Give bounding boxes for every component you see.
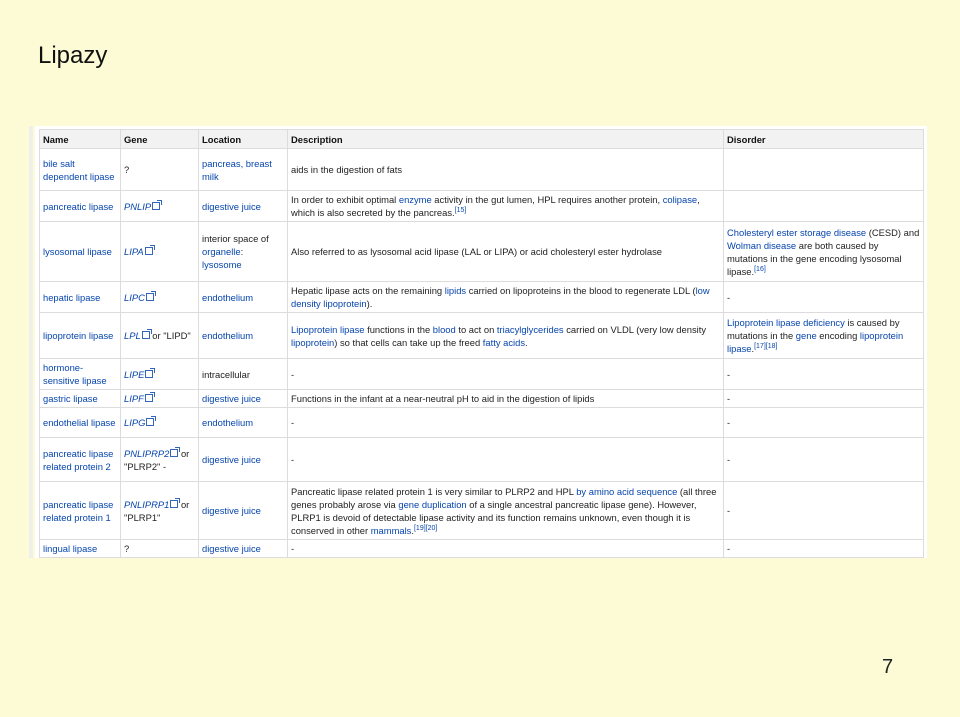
description-cell — [288, 313, 724, 359]
gene-alias: or "LIPD" — [149, 330, 191, 341]
lipoprotein-lipase-link[interactable]: lipoprotein lipase — [727, 330, 904, 354]
lipase-name-link[interactable]: pancreatic lipase — [43, 200, 114, 212]
table-row — [40, 482, 924, 540]
ldl-link[interactable]: low density lipoprotein — [291, 285, 710, 309]
description-text: carried on VLDL (very low density — [563, 323, 707, 335]
description-text: ). — [366, 298, 373, 309]
lipase-table — [39, 129, 924, 558]
location-link[interactable]: endothelium — [202, 291, 254, 303]
table-row — [40, 438, 924, 482]
cesd-link[interactable]: Cholesteryl ester storage disease — [727, 226, 867, 238]
description-text: In order to exhibit optimal — [291, 194, 399, 205]
description-text: Hepatic lipase acts on the remaining — [291, 285, 445, 296]
triacylglycerides-link[interactable]: triacylglycerides — [496, 323, 564, 335]
disorder-text: is caused by mutations in the — [727, 317, 900, 341]
header-gene: Gene — [121, 130, 199, 149]
gene-link[interactable]: PNLIPRP1 — [124, 498, 170, 510]
lipase-name-link[interactable]: lysosomal lipase — [43, 246, 112, 257]
gene-link[interactable]: LIPC — [124, 291, 145, 303]
location-text: : — [240, 246, 244, 257]
disorder-text: encoding — [816, 330, 860, 341]
external-link-icon — [146, 418, 154, 426]
description-cell: - — [288, 540, 724, 558]
table-row — [40, 149, 924, 191]
gene-wiki-link[interactable]: gene — [795, 330, 817, 341]
table-row — [40, 191, 924, 222]
header-description: Description — [288, 130, 724, 149]
wolman-disease-link[interactable]: Wolman disease — [727, 239, 797, 251]
disorder-cell: - — [724, 282, 924, 313]
mammals-link[interactable]: mammals — [370, 524, 412, 536]
gene-duplication-link[interactable]: gene duplication — [398, 498, 467, 510]
location-link[interactable]: digestive juice — [202, 505, 261, 516]
table-row — [40, 390, 924, 408]
disorder-cell: - — [724, 438, 924, 482]
location-link[interactable]: digestive juice — [202, 393, 261, 404]
lipoprotein-lipase-link[interactable]: Lipoprotein lipase — [291, 323, 365, 335]
amino-acid-sequence-link[interactable]: by amino acid sequence — [576, 485, 678, 497]
description-text: functions in the — [364, 323, 433, 335]
table-row — [40, 359, 924, 390]
gene-alias: or "PLRP1" — [124, 498, 190, 523]
disorder-cell: - — [724, 540, 924, 558]
lipase-table-image — [35, 126, 927, 558]
description-text: ) so that cells can take up the freed — [334, 336, 483, 348]
table-row — [40, 408, 924, 438]
description-text: of a single ancestral pancreatic lipase gene). However, PLRP1 is devoid of detectable lipase activity and its function remains unknown, even though it is conserved in other — [291, 498, 697, 536]
description-text: Pancreatic lipase related protein 1 is very similar to PLRP2 and HPL — [291, 485, 577, 497]
fatty-acids-link[interactable]: fatty acids — [482, 336, 526, 348]
lipids-link[interactable]: lipids — [444, 285, 467, 296]
reference-link[interactable]: [15] — [454, 206, 467, 214]
gene-cell: ? — [121, 540, 199, 558]
enzyme-link[interactable]: enzyme — [398, 194, 432, 205]
organelle-link[interactable]: organelle — [202, 246, 241, 257]
description-cell: - — [288, 359, 724, 390]
description-text: carried on lipoproteins in the blood to regenerate LDL ( — [466, 285, 696, 296]
table-row — [40, 222, 924, 282]
location-text: interior space of — [202, 233, 269, 244]
gene-cell: ? — [121, 149, 199, 191]
gene-link[interactable]: LIPA — [124, 246, 144, 257]
disorder-cell: - — [724, 482, 924, 540]
gene-link[interactable]: LIPG — [124, 417, 146, 428]
gene-alias: or "PLRP2" - — [124, 447, 190, 472]
table-row — [40, 282, 924, 313]
disorder-cell — [724, 149, 924, 191]
disorder-cell — [724, 191, 924, 222]
description-cell: Also referred to as lysosomal acid lipase (LAL or LIPA) or acid cholesteryl ester hydrolase — [288, 222, 724, 282]
slide-title: Lipazy — [38, 42, 108, 69]
header-location: Location — [199, 130, 288, 149]
gene-link[interactable]: LPL — [124, 330, 141, 341]
external-link-icon — [145, 247, 153, 255]
external-link-icon — [170, 500, 178, 508]
location-cell — [199, 222, 288, 282]
lipase-name-link[interactable]: lingual lipase — [43, 543, 98, 554]
lipase-name-link[interactable]: gastric lipase — [43, 393, 98, 404]
gene-link[interactable]: LIPE — [124, 368, 145, 380]
table-header-row — [40, 130, 924, 149]
disorder-cell — [724, 222, 924, 282]
disorder-cell: - — [724, 390, 924, 408]
lysosome-link[interactable]: lysosome — [202, 259, 242, 270]
lipase-name-link[interactable]: bile salt dependent lipase — [43, 157, 115, 182]
disorder-text: are both caused by mutations in the gene encoding lysosomal lipase. — [727, 239, 902, 277]
description-text: (all three genes probably arose via — [291, 485, 717, 510]
description-cell — [288, 482, 724, 540]
lipase-name-link[interactable]: lipoprotein lipase — [43, 330, 114, 341]
lipase-name-link[interactable]: hormone-sensitive lipase — [43, 362, 107, 386]
external-link-icon — [145, 394, 153, 402]
table-row — [40, 540, 924, 558]
reference-link[interactable]: [16] — [754, 265, 766, 273]
gene-link[interactable]: PNLIP — [124, 200, 152, 212]
header-disorder: Disorder — [724, 130, 924, 149]
disorder-cell — [724, 313, 924, 359]
description-cell: aids in the digestion of fats — [288, 149, 724, 191]
location-link[interactable]: digestive juice — [202, 454, 261, 465]
description-text: to act on — [455, 323, 497, 335]
description-cell: - — [288, 438, 724, 482]
lipase-name-link[interactable]: pancreatic lipase related protein 1 — [43, 498, 114, 523]
disorder-cell: - — [724, 359, 924, 390]
description-cell: - — [288, 408, 724, 438]
lipase-name-link[interactable]: hepatic lipase — [43, 291, 101, 303]
description-cell: Functions in the infant at a near-neutral pH to aid in the digestion of lipids — [288, 390, 724, 408]
location-link[interactable]: digestive juice — [202, 200, 261, 212]
disorder-text: (CESD) and — [866, 226, 920, 238]
location-link[interactable]: endothelium — [202, 330, 254, 341]
lpl-deficiency-link[interactable]: Lipoprotein lipase deficiency — [727, 317, 845, 328]
reference-link[interactable]: [19][20] — [413, 524, 438, 532]
location-link[interactable]: endothelium — [202, 417, 254, 428]
gene-link[interactable]: PNLIPRP2 — [124, 447, 170, 459]
description-text: , which is also secreted by the pancreas. — [291, 194, 700, 218]
location-cell: intracellular — [199, 359, 288, 390]
reference-link[interactable]: [17][18] — [754, 342, 778, 350]
gene-link[interactable]: LIPF — [124, 393, 144, 404]
external-link-icon — [142, 331, 150, 339]
lipase-name-link[interactable]: pancreatic lipase related protein 2 — [43, 447, 114, 472]
page-number: 7 — [882, 656, 894, 678]
description-cell — [288, 191, 724, 222]
external-link-icon — [146, 293, 154, 301]
header-name: Name — [40, 130, 121, 149]
location-link[interactable]: pancreas, breast milk — [202, 157, 272, 182]
blood-link[interactable]: blood — [432, 323, 456, 335]
lipoprotein-link[interactable]: lipoprotein — [291, 336, 335, 348]
disorder-cell: - — [724, 408, 924, 438]
description-text: activity in the gut lumen, HPL requires another protein, — [431, 194, 663, 205]
external-link-icon — [152, 202, 160, 210]
disorder-text: . — [751, 343, 755, 354]
external-link-icon — [145, 370, 153, 378]
location-link[interactable]: digestive juice — [202, 543, 261, 554]
colipase-link[interactable]: colipase — [662, 194, 698, 205]
external-link-icon — [170, 449, 178, 457]
description-text: . — [525, 336, 528, 348]
lipase-name-link[interactable]: endothelial lipase — [43, 417, 116, 428]
description-cell — [288, 282, 724, 313]
table-row — [40, 313, 924, 359]
description-text: . — [411, 524, 414, 536]
